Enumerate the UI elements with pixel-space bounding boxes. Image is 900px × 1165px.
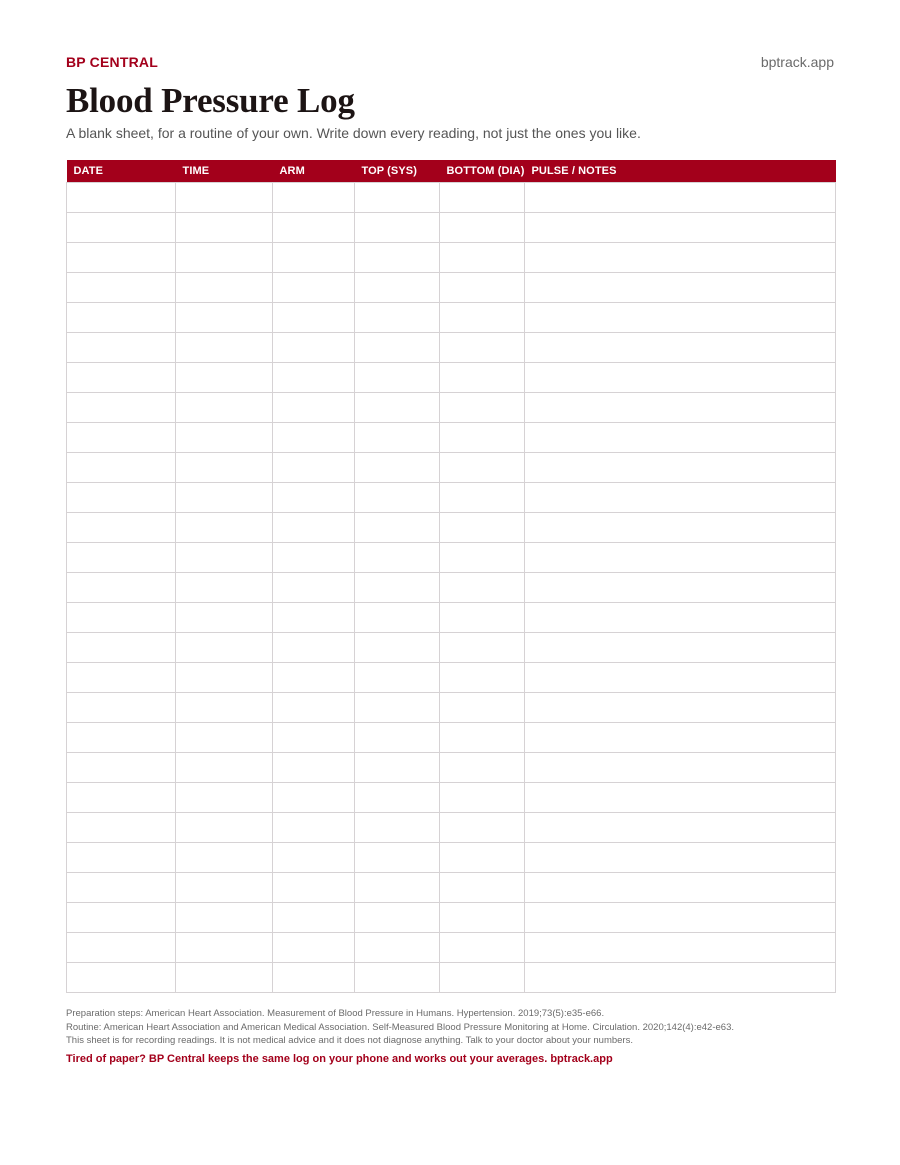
cell-pulse-notes [525, 633, 836, 663]
cell-time [176, 573, 273, 603]
cell-date [67, 603, 176, 633]
cell-diastolic [440, 573, 525, 603]
table-row [67, 723, 836, 753]
cell-systolic [355, 933, 440, 963]
cell-time [176, 693, 273, 723]
cell-time [176, 333, 273, 363]
cell-arm [273, 663, 355, 693]
cell-arm [273, 273, 355, 303]
table-row [67, 933, 836, 963]
cell-pulse-notes [525, 183, 836, 213]
cell-arm [273, 843, 355, 873]
site-url: bptrack.app [760, 54, 834, 70]
cell-arm [273, 813, 355, 843]
footer-call-to-action: Tired of paper? BP Central keeps the same log on your phone and works out your averages. bptrack.app [66, 1052, 613, 1065]
table-row [67, 603, 836, 633]
cell-date [67, 483, 176, 513]
cell-systolic [355, 723, 440, 753]
cell-time [176, 393, 273, 423]
cell-pulse-notes [525, 813, 836, 843]
cell-time [176, 603, 273, 633]
table-row [67, 423, 836, 453]
table-body [67, 183, 836, 993]
cell-diastolic [440, 333, 525, 363]
cell-diastolic [440, 273, 525, 303]
cell-systolic [355, 243, 440, 273]
table-row [67, 573, 836, 603]
table-row [67, 843, 836, 873]
cell-diastolic [440, 843, 525, 873]
cell-arm [273, 933, 355, 963]
cell-arm [273, 303, 355, 333]
cell-time [176, 243, 273, 273]
cell-systolic [355, 693, 440, 723]
cell-systolic [355, 603, 440, 633]
table-row [67, 303, 836, 333]
table-row [67, 663, 836, 693]
cell-date [67, 723, 176, 753]
cell-date [67, 213, 176, 243]
cell-arm [273, 213, 355, 243]
cell-pulse-notes [525, 933, 836, 963]
table-row [67, 273, 836, 303]
cell-systolic [355, 963, 440, 993]
cell-arm [273, 333, 355, 363]
cell-pulse-notes [525, 903, 836, 933]
cell-date [67, 573, 176, 603]
cell-diastolic [440, 933, 525, 963]
cell-date [67, 963, 176, 993]
cell-arm [273, 423, 355, 453]
column-header-systolic: TOP (SYS) [361, 165, 418, 177]
cell-date [67, 873, 176, 903]
cell-pulse-notes [525, 573, 836, 603]
column-header-arm: ARM [279, 165, 305, 177]
cell-time [176, 753, 273, 783]
cell-date [67, 273, 176, 303]
cell-systolic [355, 663, 440, 693]
cell-systolic [355, 843, 440, 873]
table-row [67, 393, 836, 423]
cell-diastolic [440, 513, 525, 543]
cell-diastolic [440, 723, 525, 753]
cell-arm [273, 753, 355, 783]
table-row [67, 213, 836, 243]
cell-time [176, 723, 273, 753]
cell-time [176, 783, 273, 813]
cell-pulse-notes [525, 543, 836, 573]
cell-date [67, 543, 176, 573]
cell-diastolic [440, 873, 525, 903]
cell-date [67, 783, 176, 813]
cell-date [67, 693, 176, 723]
cell-systolic [355, 573, 440, 603]
cell-arm [273, 633, 355, 663]
cell-pulse-notes [525, 753, 836, 783]
cell-pulse-notes [525, 423, 836, 453]
cell-pulse-notes [525, 843, 836, 873]
cell-date [67, 423, 176, 453]
cell-arm [273, 363, 355, 393]
cell-date [67, 663, 176, 693]
cell-time [176, 933, 273, 963]
cell-time [176, 453, 273, 483]
cell-arm [273, 903, 355, 933]
cell-diastolic [440, 183, 525, 213]
footer-note-preparation: Preparation steps: American Heart Association. Measurement of Blood Pressure in Humans. Hypertension. 2019;73(5):e35-e66. [66, 1008, 605, 1019]
cell-date [67, 363, 176, 393]
cell-pulse-notes [525, 663, 836, 693]
table-row [67, 333, 836, 363]
cell-pulse-notes [525, 393, 836, 423]
cell-date [67, 453, 176, 483]
column-header-pulse-notes: PULSE / NOTES [531, 165, 617, 177]
cell-systolic [355, 393, 440, 423]
column-header-time: TIME [182, 165, 210, 177]
footer-note-routine: Routine: American Heart Association and American Medical Association. Self-Measured Blood Pressure Monitoring at Home. Circulation. 2020;142(4):e42-e63. [66, 1021, 734, 1033]
cell-diastolic [440, 753, 525, 783]
cell-pulse-notes [525, 273, 836, 303]
cell-time [176, 513, 273, 543]
table-row [67, 813, 836, 843]
cell-pulse-notes [525, 363, 836, 393]
cell-pulse-notes [525, 213, 836, 243]
cell-time [176, 213, 273, 243]
cell-systolic [355, 363, 440, 393]
cell-arm [273, 183, 355, 213]
cell-pulse-notes [525, 963, 836, 993]
cell-systolic [355, 513, 440, 543]
cell-diastolic [440, 543, 525, 573]
cell-time [176, 843, 273, 873]
cell-time [176, 363, 273, 393]
cell-diastolic [440, 633, 525, 663]
cell-date [67, 813, 176, 843]
cell-diastolic [440, 363, 525, 393]
cell-systolic [355, 333, 440, 363]
cell-time [176, 543, 273, 573]
cell-pulse-notes [525, 333, 836, 363]
brand-name: BP CENTRAL [66, 54, 158, 70]
cell-date [67, 303, 176, 333]
cell-time [176, 813, 273, 843]
table-row [67, 753, 836, 783]
cell-systolic [355, 813, 440, 843]
cell-date [67, 633, 176, 663]
cell-pulse-notes [525, 783, 836, 813]
cell-pulse-notes [525, 873, 836, 903]
cell-pulse-notes [525, 693, 836, 723]
cell-date [67, 513, 176, 543]
cell-systolic [355, 483, 440, 513]
table-row [67, 903, 836, 933]
cell-systolic [355, 633, 440, 663]
cell-arm [273, 783, 355, 813]
table-row [67, 633, 836, 663]
table-row [67, 543, 836, 573]
table-row [67, 183, 836, 213]
cell-arm [273, 453, 355, 483]
table-row [67, 873, 836, 903]
cell-time [176, 663, 273, 693]
cell-systolic [355, 783, 440, 813]
cell-time [176, 273, 273, 303]
cell-systolic [355, 273, 440, 303]
column-header-diastolic: BOTTOM (DIA) [446, 165, 525, 177]
cell-time [176, 483, 273, 513]
cell-arm [273, 543, 355, 573]
cell-systolic [355, 183, 440, 213]
cell-time [176, 423, 273, 453]
table-row [67, 483, 836, 513]
cell-date [67, 393, 176, 423]
cell-pulse-notes [525, 303, 836, 333]
cell-pulse-notes [525, 453, 836, 483]
cell-diastolic [440, 243, 525, 273]
cell-systolic [355, 213, 440, 243]
cell-time [176, 303, 273, 333]
cell-systolic [355, 753, 440, 783]
cell-time [176, 903, 273, 933]
cell-arm [273, 483, 355, 513]
reading-log-table [66, 160, 836, 993]
cell-diastolic [440, 393, 525, 423]
cell-arm [273, 873, 355, 903]
cell-diastolic [440, 303, 525, 333]
cell-systolic [355, 303, 440, 333]
cell-arm [273, 723, 355, 753]
cell-pulse-notes [525, 513, 836, 543]
cell-date [67, 903, 176, 933]
table-row [67, 693, 836, 723]
table-row [67, 453, 836, 483]
cell-date [67, 933, 176, 963]
cell-time [176, 873, 273, 903]
page-title: Blood Pressure Log [66, 81, 355, 120]
cell-time [176, 633, 273, 663]
top-bar [66, 0, 834, 68]
cell-pulse-notes [525, 603, 836, 633]
cell-diastolic [440, 483, 525, 513]
table-header-row [67, 160, 836, 183]
cell-diastolic [440, 213, 525, 243]
cell-pulse-notes [525, 243, 836, 273]
cell-pulse-notes [525, 723, 836, 753]
table-row [67, 363, 836, 393]
cell-systolic [355, 903, 440, 933]
cell-arm [273, 393, 355, 423]
cell-diastolic [440, 963, 525, 993]
cell-pulse-notes [525, 483, 836, 513]
cell-diastolic [440, 783, 525, 813]
cell-systolic [355, 873, 440, 903]
cell-diastolic [440, 903, 525, 933]
footer [66, 1007, 834, 1066]
table-row [67, 963, 836, 993]
cell-diastolic [440, 663, 525, 693]
cell-arm [273, 963, 355, 993]
cell-diastolic [440, 813, 525, 843]
cell-time [176, 963, 273, 993]
cell-arm [273, 573, 355, 603]
footer-note-disclaimer: This sheet is for recording readings. It is not medical advice and it does not diagnose anything. Talk to your doctor about your numbers. [66, 1035, 633, 1046]
cell-arm [273, 693, 355, 723]
cell-arm [273, 513, 355, 543]
cell-diastolic [440, 603, 525, 633]
cell-date [67, 183, 176, 213]
cell-date [67, 243, 176, 273]
cell-date [67, 843, 176, 873]
cell-systolic [355, 543, 440, 573]
cell-systolic [355, 423, 440, 453]
cell-arm [273, 603, 355, 633]
table-row [67, 513, 836, 543]
cell-diastolic [440, 693, 525, 723]
column-header-date: DATE [73, 165, 104, 177]
table-row [67, 783, 836, 813]
cell-date [67, 333, 176, 363]
cell-date [67, 753, 176, 783]
cell-time [176, 183, 273, 213]
table-row [67, 243, 836, 273]
cell-arm [273, 243, 355, 273]
cell-systolic [355, 453, 440, 483]
cell-diastolic [440, 423, 525, 453]
cell-diastolic [440, 453, 525, 483]
page-subtitle: A blank sheet, for a routine of your own. Write down every reading, not just the ones you like. [66, 125, 641, 141]
